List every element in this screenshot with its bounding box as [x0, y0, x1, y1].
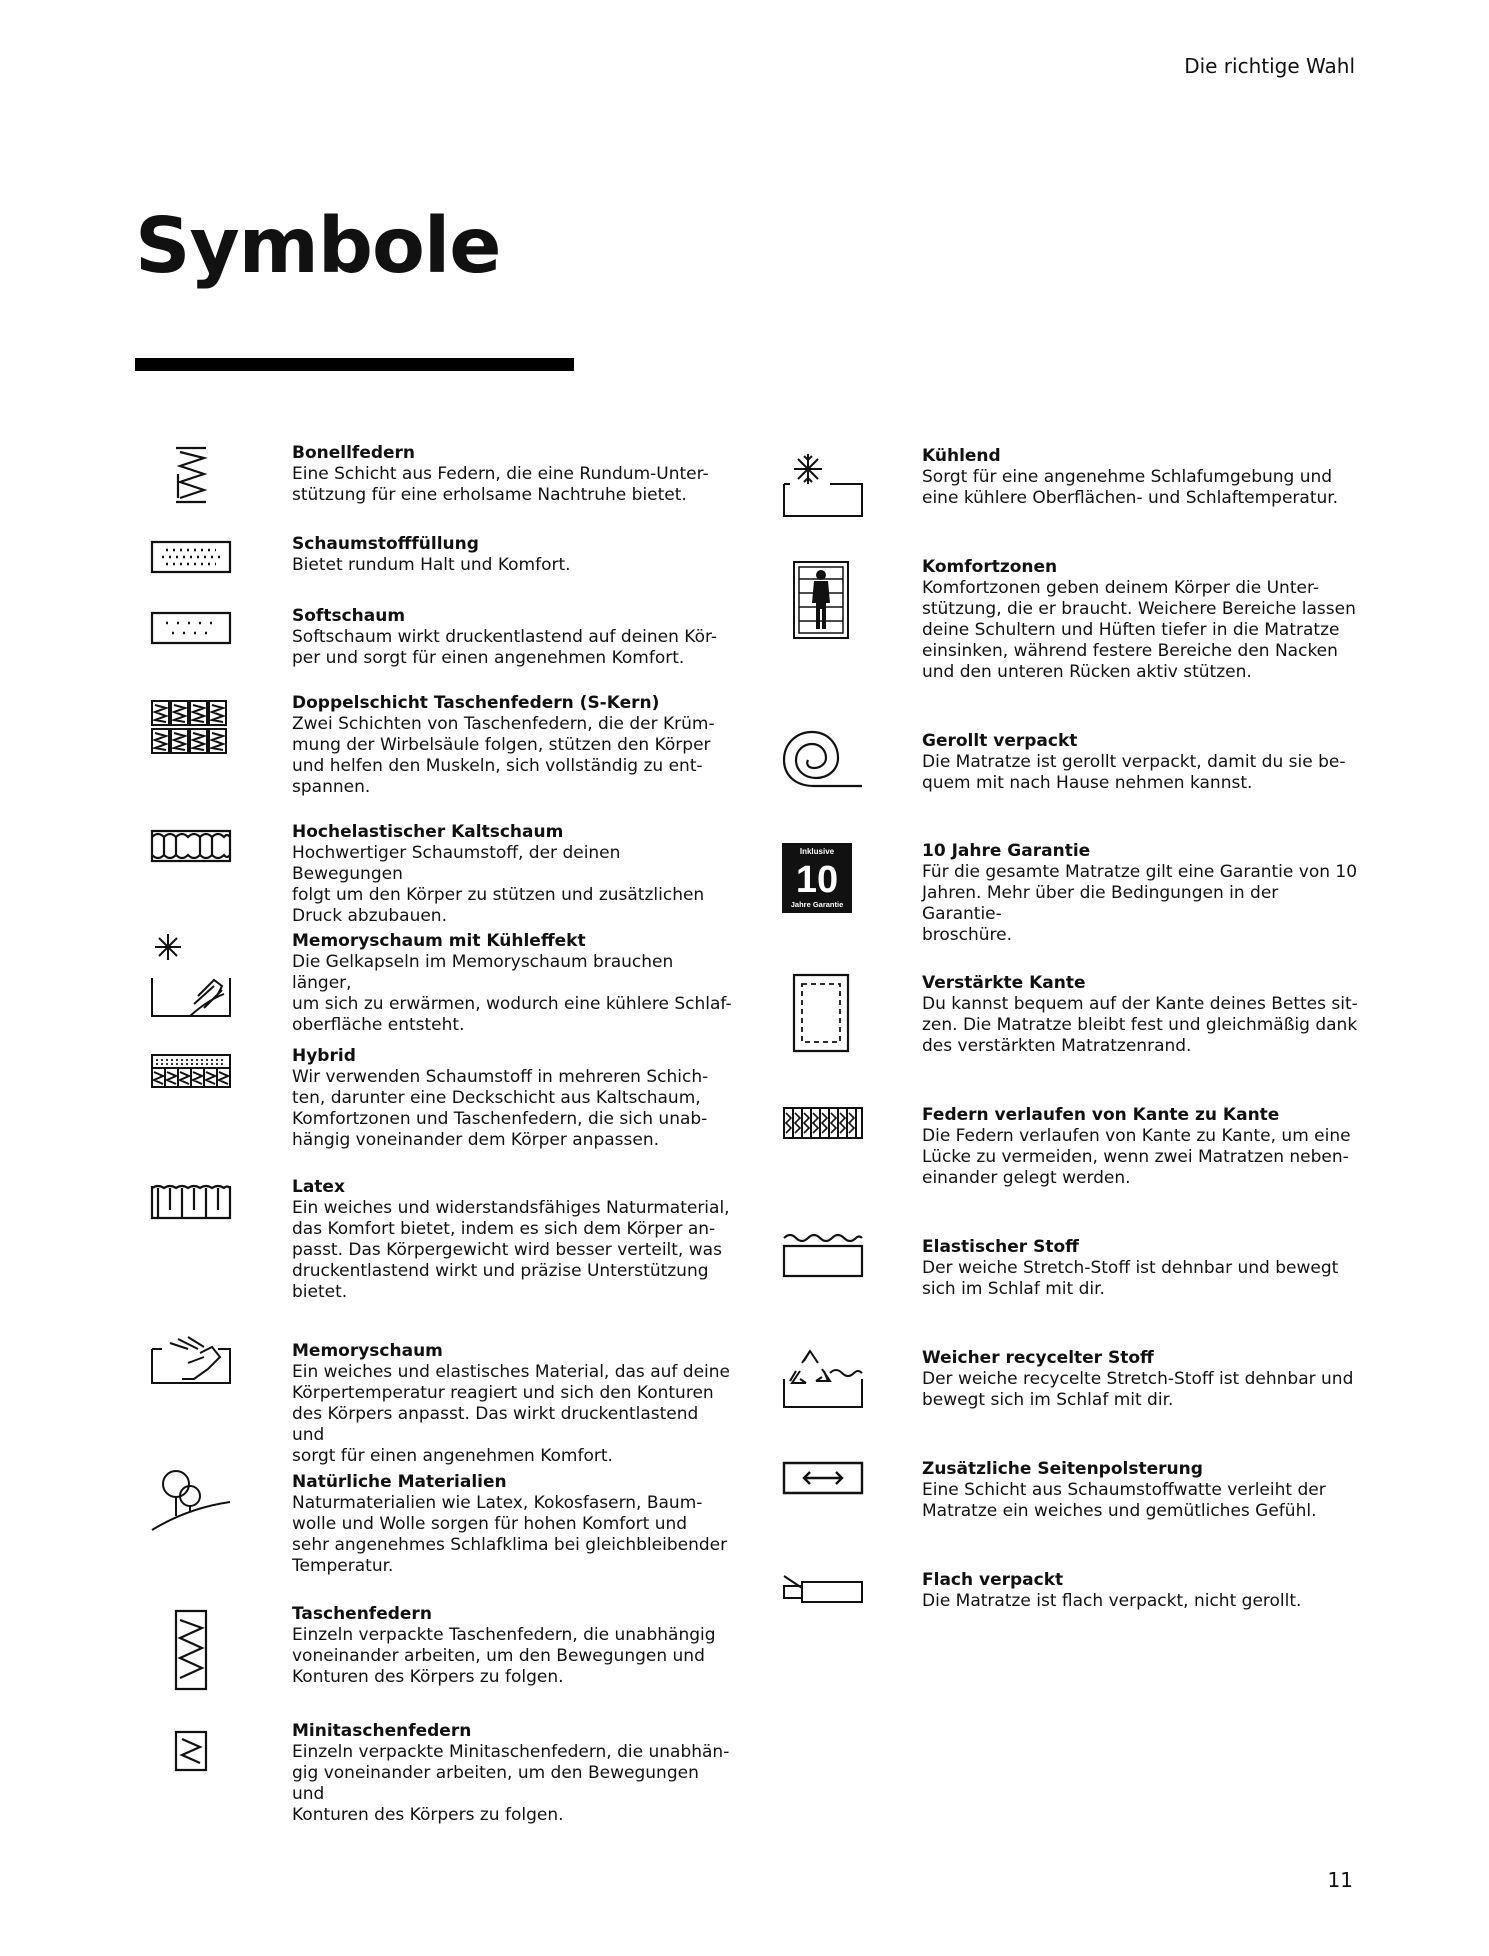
symbol-title: Taschenfedern	[292, 1604, 432, 1624]
warranty-badge-icon	[780, 841, 866, 913]
rolled-package-icon	[780, 728, 866, 790]
symbol-desc-line: das Komfort bietet, indem es sich dem Körper an-	[292, 1219, 716, 1239]
symbol-desc-line: sorgt für einen angenehmen Komfort.	[292, 1446, 613, 1466]
foam-filling-icon	[148, 538, 234, 576]
symbol-title: Gerollt verpackt	[922, 731, 1078, 751]
symbol-desc-line: hängig voneinander dem Körper anpassen.	[292, 1130, 660, 1150]
symbol-desc-line: Die Matratze ist flach verpackt, nicht gerollt.	[922, 1591, 1302, 1611]
symbol-desc-line: Die Gelkapseln im Memoryschaum brauchen länger,	[292, 952, 674, 993]
symbol-desc-line: Temperatur.	[292, 1556, 394, 1576]
badge-bottom: Jahre Garantie	[790, 900, 844, 909]
symbol-desc-line: stützung, die er braucht. Weichere Bereiche lassen	[922, 599, 1356, 619]
edge-to-edge-springs-icon	[780, 1105, 866, 1141]
page-number: 11	[1327, 1868, 1353, 1892]
symbol-desc-line: Eine Schicht aus Federn, die eine Rundum-Unter-	[292, 464, 709, 484]
symbol-desc-line: oberfläche entsteht.	[292, 1015, 465, 1035]
symbol-title: Doppelschicht Taschenfedern (S-Kern)	[292, 693, 660, 713]
symbol-desc-line: Konturen des Körpers zu folgen.	[292, 1805, 564, 1825]
symbol-desc-line: Eine Schicht aus Schaumstoffwatte verleiht der	[922, 1480, 1326, 1500]
hybrid-icon	[148, 1052, 234, 1090]
symbol-desc-line: passt. Das Körpergewicht wird besser verteilt, was	[292, 1240, 722, 1260]
symbol-desc-line: mung der Wirbelsäule folgen, stützen den Körper	[292, 735, 711, 755]
symbol-desc-line: zen. Die Matratze bleibt fest und gleichmäßig dank	[922, 1015, 1358, 1035]
pocket-springs-icon	[148, 1608, 234, 1692]
symbol-desc-line: und den unteren Rücken aktiv stützen.	[922, 662, 1252, 682]
symbol-desc-line: Konturen des Körpers zu folgen.	[292, 1667, 564, 1687]
symbol-title: Latex	[292, 1177, 345, 1197]
symbol-desc-line: des Körpers anpasst. Das wirkt druckentlastend und	[292, 1404, 699, 1445]
symbol-title: Schaumstofffüllung	[292, 534, 479, 554]
latex-icon	[148, 1182, 234, 1222]
symbol-title: Flach verpackt	[922, 1570, 1064, 1590]
symbol-desc-line: quem mit nach Hause nehmen kannst.	[922, 773, 1253, 793]
badge-top: Inklusive	[799, 847, 835, 856]
symbol-desc-line: Einzeln verpackte Minitaschenfedern, die unabhän-	[292, 1742, 730, 1762]
symbol-desc-line: voneinander arbeiten, um den Bewegungen und	[292, 1646, 705, 1666]
symbol-desc-line: Der weiche Stretch-Stoff ist dehnbar und bewegt	[922, 1258, 1339, 1278]
symbol-desc-line: Die Federn verlaufen von Kante zu Kante, um eine	[922, 1126, 1351, 1146]
symbol-desc-line: Matratze ein weiches und gemütliches Gefühl.	[922, 1501, 1317, 1521]
side-padding-icon	[780, 1460, 866, 1496]
symbol-desc-line: sich im Schlaf mit dir.	[922, 1279, 1105, 1299]
symbol-desc-line: Ein weiches und widerstandsfähiges Naturmaterial,	[292, 1198, 730, 1218]
symbol-title: Kühlend	[922, 446, 1001, 466]
symbol-desc-line: Hochwertiger Schaumstoff, der deinen Bewegungen	[292, 843, 621, 884]
symbol-desc-line: spannen.	[292, 777, 371, 797]
symbol-desc-line: Zwei Schichten von Taschenfedern, die der Krüm-	[292, 714, 715, 734]
symbol-desc-line: einander gelegt werden.	[922, 1168, 1131, 1188]
symbol-desc-line: druckentlastend wirkt und präzise Unterstützung	[292, 1261, 709, 1281]
page-title: Symbole	[135, 202, 501, 291]
symbol-desc-line: Der weiche recycelte Stretch-Stoff ist dehnbar und	[922, 1369, 1354, 1389]
symbol-desc-line: broschüre.	[922, 925, 1013, 945]
symbol-title: Memoryschaum mit Kühleffekt	[292, 931, 586, 951]
symbol-title: Komfortzonen	[922, 557, 1058, 577]
symbol-title: Weicher recycelter Stoff	[922, 1348, 1154, 1368]
reinforced-edge-icon	[780, 972, 866, 1054]
symbol-title: Bonellfedern	[292, 443, 416, 463]
cooling-snowflake-icon	[780, 450, 866, 520]
symbol-desc-line: des verstärkten Matratzenrand.	[922, 1036, 1192, 1056]
memory-foam-cooling-icon	[148, 930, 234, 1020]
symbol-desc-line: bietet.	[292, 1282, 348, 1302]
symbol-desc-line: Einzeln verpackte Taschenfedern, die unabhängig	[292, 1625, 716, 1645]
soft-foam-icon	[148, 609, 234, 647]
symbol-desc-line: Komfortzonen geben deinem Körper die Unter-	[922, 578, 1319, 598]
symbol-desc-line: Jahren. Mehr über die Bedingungen in der Garantie-	[922, 883, 1279, 924]
symbol-title: 10 Jahre Garantie	[922, 841, 1091, 861]
symbol-title: Hochelastischer Kaltschaum	[292, 822, 564, 842]
memory-foam-hand-icon	[148, 1335, 234, 1387]
symbol-desc-line: eine kühlere Oberflächen- und Schlaftemperatur.	[922, 488, 1339, 508]
section-header: Die richtige Wahl	[1184, 54, 1355, 78]
symbol-title: Federn verlaufen von Kante zu Kante	[922, 1105, 1280, 1125]
symbol-title: Elastischer Stoff	[922, 1237, 1079, 1257]
symbol-desc-line: bewegt sich im Schlaf mit dir.	[922, 1390, 1174, 1410]
symbol-desc-line: Bietet rundum Halt und Komfort.	[292, 555, 571, 575]
symbol-desc-line: gig voneinander arbeiten, um den Bewegungen und	[292, 1763, 699, 1804]
symbol-desc-line: Naturmaterialien wie Latex, Kokosfasern, Baum-	[292, 1493, 703, 1513]
symbol-desc-line: deine Schultern und Hüften tiefer in die Matratze	[922, 620, 1340, 640]
flat-package-icon	[780, 1568, 866, 1606]
double-pocket-springs-icon	[148, 698, 234, 756]
symbol-title: Minitaschenfedern	[292, 1721, 472, 1741]
symbol-desc-line: Softschaum wirkt druckentlastend auf deinen Kör-	[292, 627, 718, 647]
symbol-desc-line: einsinken, während festere Bereiche den Nacken	[922, 641, 1338, 661]
title-rule	[135, 358, 574, 371]
symbol-desc-line: stützung für eine erholsame Nachtruhe bietet.	[292, 485, 687, 505]
symbol-desc-line: Komfortzonen und Taschenfedern, die sich unab-	[292, 1109, 708, 1129]
symbol-title: Hybrid	[292, 1046, 356, 1066]
symbol-desc-line: wolle und Wolle sorgen für hohen Komfort und	[292, 1514, 688, 1534]
symbol-desc-line: Sorgt für eine angenehme Schlafumgebung und	[922, 467, 1333, 487]
badge-number: 10	[795, 859, 839, 901]
symbol-title: Softschaum	[292, 606, 406, 626]
symbol-title: Verstärkte Kante	[922, 973, 1086, 993]
symbol-desc-line: ten, darunter eine Deckschicht aus Kaltschaum,	[292, 1088, 701, 1108]
recycled-fabric-icon	[780, 1345, 866, 1411]
symbol-desc-line: Für die gesamte Matratze gilt eine Garantie von 10	[922, 862, 1358, 882]
symbol-desc-line: Wir verwenden Schaumstoff in mehreren Schich-	[292, 1067, 709, 1087]
symbol-desc-line: Körpertemperatur reagiert und sich den Konturen	[292, 1383, 714, 1403]
symbol-desc-line: Ein weiches und elastisches Material, das auf deine	[292, 1362, 730, 1382]
cold-foam-icon	[148, 827, 234, 865]
symbol-desc-line: Druck abzubauen.	[292, 906, 447, 926]
symbol-desc-line: und helfen den Muskeln, sich vollständig zu ent-	[292, 756, 703, 776]
stretch-fabric-icon	[780, 1230, 866, 1280]
symbol-desc-line: folgt um den Körper zu stützen und zusätzlichen	[292, 885, 705, 905]
mini-pocket-springs-icon	[148, 1729, 234, 1773]
symbol-title: Zusätzliche Seitenpolsterung	[922, 1459, 1203, 1479]
symbol-desc-line: Die Matratze ist gerollt verpackt, damit du sie be-	[922, 752, 1346, 772]
symbol-desc-line: um sich zu erwärmen, wodurch eine kühlere Schlaf-	[292, 994, 732, 1014]
symbol-desc-line: Du kannst bequem auf der Kante deines Bettes sit-	[922, 994, 1358, 1014]
symbol-desc-line: Lücke zu vermeiden, wenn zwei Matratzen neben-	[922, 1147, 1349, 1167]
bonnell-spring-icon	[148, 444, 234, 506]
symbol-desc-line: sehr angenehmes Schlafklima bei gleichbleibender	[292, 1535, 728, 1555]
trees-icon	[148, 1468, 234, 1534]
symbol-title: Natürliche Materialien	[292, 1472, 507, 1492]
symbol-desc-line: per und sorgt für einen angenehmen Komfort.	[292, 648, 685, 668]
symbol-title: Memoryschaum	[292, 1341, 443, 1361]
comfort-zones-icon	[780, 559, 866, 641]
